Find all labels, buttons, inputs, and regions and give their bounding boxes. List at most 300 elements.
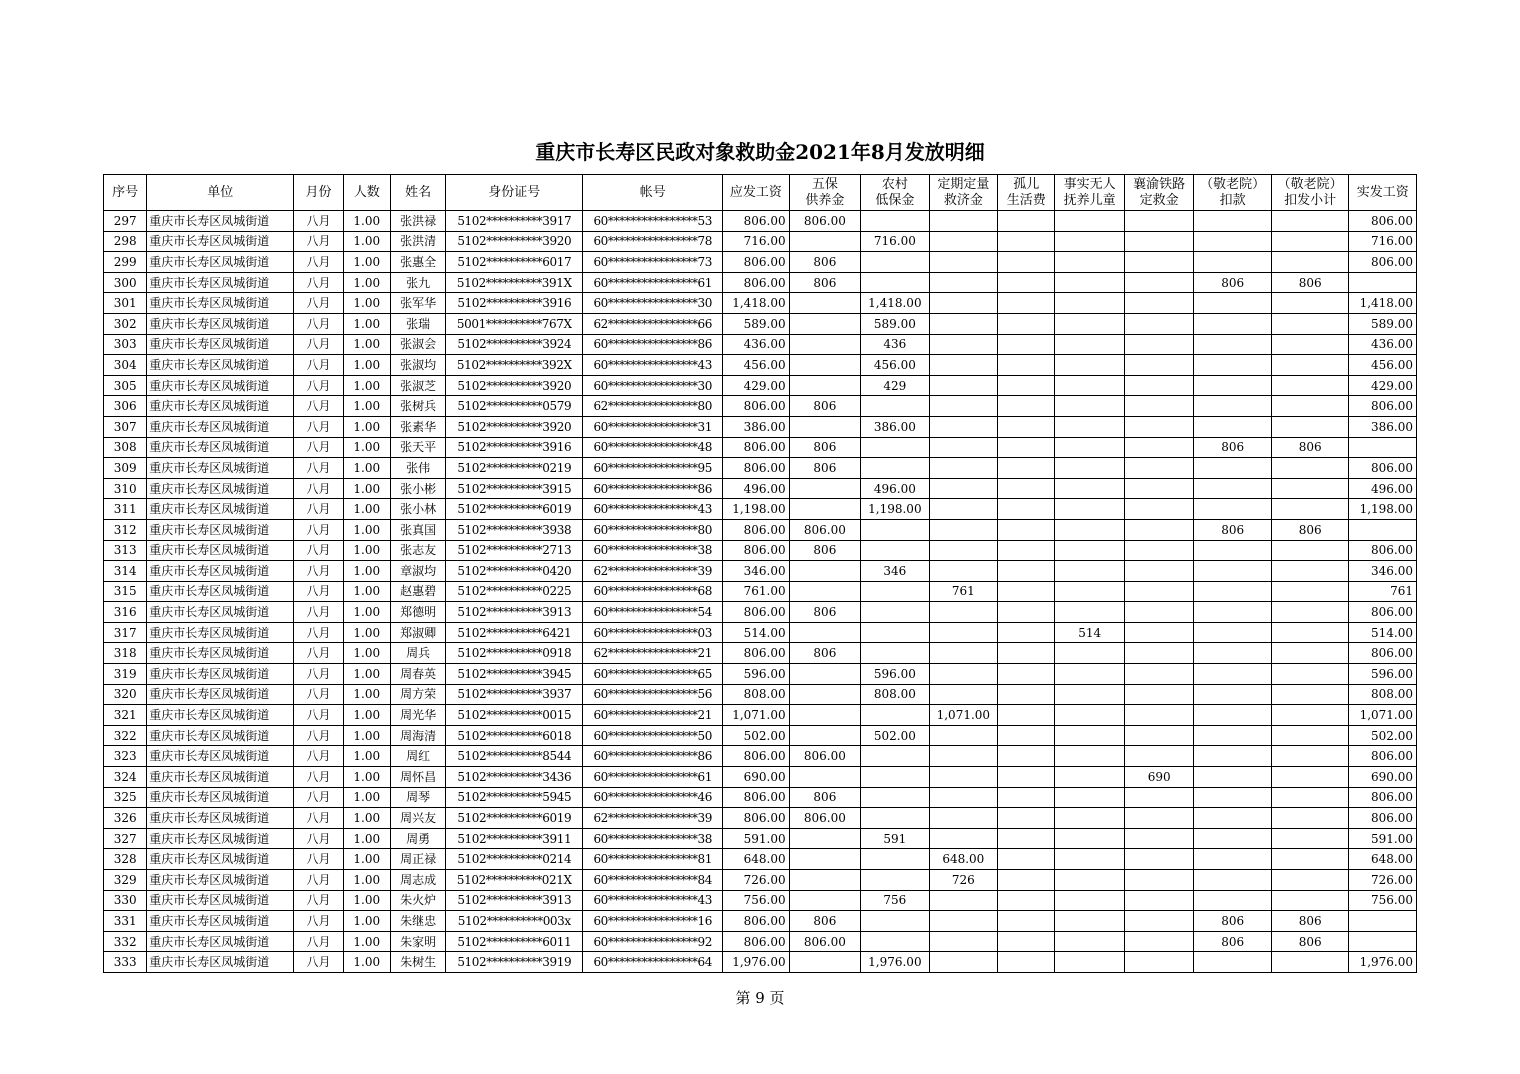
table-row xyxy=(104,519,1417,540)
col-id-number-cell: 5102**********0225 xyxy=(446,581,583,602)
col-orphan-cell xyxy=(998,622,1055,643)
header-line: 扣款 xyxy=(1219,192,1246,208)
col-rural-minimum-cell xyxy=(861,643,929,664)
col-fixed-relief-cell xyxy=(929,293,997,314)
table-row xyxy=(104,478,1417,499)
col-account-cell: 60****************21 xyxy=(583,705,723,726)
col-unsupported-child-cell xyxy=(1055,849,1124,870)
col-month-cell: 八月 xyxy=(294,746,343,767)
col-payable-cell: 690.00 xyxy=(723,767,789,788)
col-name-cell: 章淑均 xyxy=(390,561,445,582)
col-id-number-cell: 5102**********6017 xyxy=(446,252,583,273)
col-name-cell: 周红 xyxy=(390,746,445,767)
col-nursing-subtotal-cell xyxy=(1271,499,1349,520)
col-rural-minimum-cell: 1,976.00 xyxy=(861,952,929,973)
col-rural-minimum-cell: 456.00 xyxy=(861,355,929,376)
table-row xyxy=(104,375,1417,396)
col-payable-cell: 436.00 xyxy=(723,334,789,355)
table-row xyxy=(104,334,1417,355)
header-line: 生活费 xyxy=(1006,192,1046,208)
col-nursing-subtotal-cell xyxy=(1271,231,1349,252)
header-line: 孤儿 xyxy=(1013,176,1040,192)
col-railway-relief-cell xyxy=(1124,725,1193,746)
col-nursing-subtotal-cell xyxy=(1271,767,1349,788)
col-fixed-relief-cell xyxy=(929,767,997,788)
col-five-guarantee-cell xyxy=(789,581,860,602)
col-id-number-cell: 5102**********3920 xyxy=(446,416,583,437)
col-railway-relief-cell xyxy=(1124,478,1193,499)
col-unsupported-child-cell xyxy=(1055,499,1124,520)
col-name-cell: 郑德明 xyxy=(390,602,445,623)
col-month-cell: 八月 xyxy=(294,828,343,849)
col-nursing-deduction-cell xyxy=(1194,725,1272,746)
col-orphan-cell xyxy=(998,931,1055,952)
table-row xyxy=(104,211,1417,232)
col-five-guarantee-cell: 806 xyxy=(789,396,860,417)
col-fixed-relief-cell: 726 xyxy=(929,870,997,891)
col-railway-relief-cell xyxy=(1124,499,1193,520)
table-row xyxy=(104,643,1417,664)
header-line: 姓名 xyxy=(405,184,432,200)
col-month-cell: 八月 xyxy=(294,890,343,911)
col-month-cell: 八月 xyxy=(294,725,343,746)
table-row xyxy=(104,808,1417,829)
col-unsupported-child-cell xyxy=(1055,870,1124,891)
col-account-cell: 62****************39 xyxy=(583,808,723,829)
col-five-guarantee-cell xyxy=(789,293,860,314)
col-unit-cell: 重庆市长寿区凤城街道 xyxy=(147,705,294,726)
col-orphan-cell xyxy=(998,252,1055,273)
col-account-cell: 60****************86 xyxy=(583,334,723,355)
col-unsupported-child-cell xyxy=(1055,375,1124,396)
col-nursing-subtotal-cell: 806 xyxy=(1271,272,1349,293)
col-orphan-cell xyxy=(998,808,1055,829)
col-unsupported-child-cell xyxy=(1055,416,1124,437)
col-fixed-relief-cell xyxy=(929,272,997,293)
col-actual-pay-cell xyxy=(1349,519,1417,540)
header-line: 供养金 xyxy=(805,192,845,208)
col-orphan-cell xyxy=(998,272,1055,293)
col-actual-pay-cell: 502.00 xyxy=(1349,725,1417,746)
col-month-cell: 八月 xyxy=(294,622,343,643)
col-actual-pay-cell: 806.00 xyxy=(1349,808,1417,829)
col-actual-pay-header xyxy=(1349,175,1417,211)
col-actual-pay-cell: 1,418.00 xyxy=(1349,293,1417,314)
col-count-cell: 1.00 xyxy=(343,787,390,808)
col-id-number-cell: 5102**********6019 xyxy=(446,808,583,829)
col-count-cell: 1.00 xyxy=(343,437,390,458)
col-index-cell: 317 xyxy=(104,622,147,643)
col-unit-cell: 重庆市长寿区凤城街道 xyxy=(147,561,294,582)
col-railway-relief-cell xyxy=(1124,355,1193,376)
col-unit-cell: 重庆市长寿区凤城街道 xyxy=(147,684,294,705)
col-five-guarantee-cell: 806 xyxy=(789,272,860,293)
table-row xyxy=(104,828,1417,849)
table-row xyxy=(104,313,1417,334)
col-five-guarantee-cell: 806.00 xyxy=(789,746,860,767)
col-nursing-subtotal-cell xyxy=(1271,416,1349,437)
col-orphan-cell xyxy=(998,870,1055,891)
col-account-cell: 60****************38 xyxy=(583,828,723,849)
col-nursing-subtotal-header xyxy=(1271,175,1349,211)
col-account-cell: 60****************53 xyxy=(583,211,723,232)
col-payable-cell: 1,418.00 xyxy=(723,293,789,314)
col-index-cell: 328 xyxy=(104,849,147,870)
table-row xyxy=(104,252,1417,273)
col-month-cell: 八月 xyxy=(294,561,343,582)
table-row xyxy=(104,931,1417,952)
col-actual-pay-cell: 591.00 xyxy=(1349,828,1417,849)
col-railway-relief-cell xyxy=(1124,540,1193,561)
col-nursing-deduction-cell: 806 xyxy=(1194,931,1272,952)
col-fixed-relief-cell xyxy=(929,375,997,396)
col-rural-minimum-cell xyxy=(861,437,929,458)
col-rural-minimum-cell xyxy=(861,787,929,808)
col-count-cell: 1.00 xyxy=(343,602,390,623)
col-actual-pay-cell xyxy=(1349,437,1417,458)
col-id-number-header xyxy=(446,175,583,211)
col-nursing-deduction-cell xyxy=(1194,334,1272,355)
col-payable-cell: 806.00 xyxy=(723,252,789,273)
col-index-cell: 311 xyxy=(104,499,147,520)
col-fixed-relief-cell xyxy=(929,231,997,252)
col-unsupported-child-cell xyxy=(1055,828,1124,849)
table-row xyxy=(104,849,1417,870)
col-index-cell: 301 xyxy=(104,293,147,314)
col-railway-relief-cell xyxy=(1124,828,1193,849)
col-fixed-relief-cell xyxy=(929,684,997,705)
col-payable-cell: 806.00 xyxy=(723,540,789,561)
col-orphan-cell xyxy=(998,293,1055,314)
col-fixed-relief-cell xyxy=(929,355,997,376)
col-name-cell: 张小林 xyxy=(390,499,445,520)
col-account-cell: 60****************95 xyxy=(583,458,723,479)
col-id-number-cell: 5102**********3913 xyxy=(446,890,583,911)
col-count-cell: 1.00 xyxy=(343,643,390,664)
col-nursing-deduction-cell xyxy=(1194,622,1272,643)
col-index-cell: 302 xyxy=(104,313,147,334)
col-unsupported-child-cell xyxy=(1055,767,1124,788)
col-nursing-subtotal-cell xyxy=(1271,396,1349,417)
table-row xyxy=(104,890,1417,911)
col-nursing-deduction-cell xyxy=(1194,211,1272,232)
col-orphan-cell xyxy=(998,684,1055,705)
col-index-cell: 332 xyxy=(104,931,147,952)
col-nursing-subtotal-cell xyxy=(1271,664,1349,685)
col-rural-minimum-cell: 808.00 xyxy=(861,684,929,705)
col-unsupported-child-cell xyxy=(1055,231,1124,252)
col-id-number-cell: 5102**********3920 xyxy=(446,375,583,396)
col-actual-pay-cell: 429.00 xyxy=(1349,375,1417,396)
col-index-cell: 305 xyxy=(104,375,147,396)
header-line: 抚养儿童 xyxy=(1063,192,1116,208)
col-month-cell: 八月 xyxy=(294,787,343,808)
col-payable-cell: 806.00 xyxy=(723,437,789,458)
col-unit-cell: 重庆市长寿区凤城街道 xyxy=(147,952,294,973)
col-id-number-cell: 5102**********3937 xyxy=(446,684,583,705)
col-id-number-cell: 5102**********6011 xyxy=(446,931,583,952)
col-count-header xyxy=(343,175,390,211)
col-rural-minimum-cell: 596.00 xyxy=(861,664,929,685)
col-unit-cell: 重庆市长寿区凤城街道 xyxy=(147,355,294,376)
col-unsupported-child-cell xyxy=(1055,478,1124,499)
col-unsupported-child-cell xyxy=(1055,890,1124,911)
col-unsupported-child-cell xyxy=(1055,602,1124,623)
col-id-number-cell: 5102**********8544 xyxy=(446,746,583,767)
col-actual-pay-cell: 806.00 xyxy=(1349,252,1417,273)
col-actual-pay-cell: 596.00 xyxy=(1349,664,1417,685)
col-month-cell: 八月 xyxy=(294,478,343,499)
col-nursing-deduction-cell xyxy=(1194,458,1272,479)
col-index-cell: 329 xyxy=(104,870,147,891)
col-unsupported-child-cell xyxy=(1055,931,1124,952)
col-unit-cell: 重庆市长寿区凤城街道 xyxy=(147,725,294,746)
col-account-cell: 62****************21 xyxy=(583,643,723,664)
col-account-cell: 60****************43 xyxy=(583,499,723,520)
col-id-number-cell: 5102**********0420 xyxy=(446,561,583,582)
col-rural-minimum-cell xyxy=(861,808,929,829)
col-id-number-cell: 5102**********3917 xyxy=(446,211,583,232)
relief-payment-table xyxy=(103,174,1417,973)
col-actual-pay-cell: 756.00 xyxy=(1349,890,1417,911)
col-name-cell: 张淑均 xyxy=(390,355,445,376)
col-payable-cell: 596.00 xyxy=(723,664,789,685)
col-payable-cell: 591.00 xyxy=(723,828,789,849)
col-railway-relief-cell xyxy=(1124,272,1193,293)
table-row xyxy=(104,581,1417,602)
col-payable-cell: 1,198.00 xyxy=(723,499,789,520)
col-name-cell: 周方荣 xyxy=(390,684,445,705)
col-railway-relief-cell xyxy=(1124,890,1193,911)
col-count-cell: 1.00 xyxy=(343,684,390,705)
col-count-cell: 1.00 xyxy=(343,581,390,602)
col-unit-cell: 重庆市长寿区凤城街道 xyxy=(147,787,294,808)
header-line: 救济金 xyxy=(943,192,983,208)
col-name-cell: 周光华 xyxy=(390,705,445,726)
col-unit-cell: 重庆市长寿区凤城街道 xyxy=(147,458,294,479)
col-railway-relief-cell xyxy=(1124,911,1193,932)
col-index-cell: 297 xyxy=(104,211,147,232)
col-five-guarantee-cell xyxy=(789,375,860,396)
header-row xyxy=(104,175,1417,211)
col-railway-relief-cell xyxy=(1124,211,1193,232)
col-name-cell: 周怀昌 xyxy=(390,767,445,788)
col-id-number-cell: 5102**********6019 xyxy=(446,499,583,520)
col-name-cell: 朱火炉 xyxy=(390,890,445,911)
col-month-cell: 八月 xyxy=(294,849,343,870)
col-month-cell: 八月 xyxy=(294,952,343,973)
col-rural-minimum-cell xyxy=(861,767,929,788)
col-month-cell: 八月 xyxy=(294,602,343,623)
col-fixed-relief-cell xyxy=(929,458,997,479)
table-row xyxy=(104,725,1417,746)
col-id-number-cell: 5102**********392X xyxy=(446,355,583,376)
col-unsupported-child-cell xyxy=(1055,272,1124,293)
col-nursing-subtotal-cell: 806 xyxy=(1271,911,1349,932)
col-unsupported-child-cell xyxy=(1055,664,1124,685)
col-month-cell: 八月 xyxy=(294,643,343,664)
col-account-cell: 60****************61 xyxy=(583,272,723,293)
col-unsupported-child-cell: 514 xyxy=(1055,622,1124,643)
col-actual-pay-cell: 806.00 xyxy=(1349,396,1417,417)
col-count-cell: 1.00 xyxy=(343,808,390,829)
col-index-cell: 313 xyxy=(104,540,147,561)
col-nursing-deduction-cell xyxy=(1194,252,1272,273)
col-five-guarantee-cell xyxy=(789,499,860,520)
col-fixed-relief-cell xyxy=(929,334,997,355)
col-nursing-subtotal-cell xyxy=(1271,622,1349,643)
col-id-number-cell: 5102**********3436 xyxy=(446,767,583,788)
col-actual-pay-cell: 589.00 xyxy=(1349,313,1417,334)
table-row xyxy=(104,952,1417,973)
col-nursing-deduction-cell xyxy=(1194,684,1272,705)
header-line: （敬老院） xyxy=(1277,176,1343,192)
col-fixed-relief-cell xyxy=(929,664,997,685)
col-actual-pay-cell: 1,198.00 xyxy=(1349,499,1417,520)
col-unit-cell: 重庆市长寿区凤城街道 xyxy=(147,540,294,561)
col-account-cell: 60****************43 xyxy=(583,355,723,376)
col-nursing-deduction-cell: 806 xyxy=(1194,437,1272,458)
col-name-cell: 朱树生 xyxy=(390,952,445,973)
col-month-cell: 八月 xyxy=(294,416,343,437)
col-rural-minimum-cell: 1,198.00 xyxy=(861,499,929,520)
col-five-guarantee-header xyxy=(789,175,860,211)
table-row xyxy=(104,561,1417,582)
col-unit-cell: 重庆市长寿区凤城街道 xyxy=(147,396,294,417)
col-index-cell: 318 xyxy=(104,643,147,664)
col-index-cell: 309 xyxy=(104,458,147,479)
col-name-cell: 周海清 xyxy=(390,725,445,746)
col-fixed-relief-cell xyxy=(929,396,997,417)
col-nursing-subtotal-cell xyxy=(1271,828,1349,849)
col-name-cell: 张洪清 xyxy=(390,231,445,252)
table-row xyxy=(104,231,1417,252)
col-count-cell: 1.00 xyxy=(343,849,390,870)
col-railway-relief-cell xyxy=(1124,561,1193,582)
col-rural-minimum-cell: 756 xyxy=(861,890,929,911)
col-five-guarantee-cell: 806 xyxy=(789,643,860,664)
col-unsupported-child-cell xyxy=(1055,458,1124,479)
col-payable-cell: 648.00 xyxy=(723,849,789,870)
col-count-cell: 1.00 xyxy=(343,231,390,252)
col-id-number-cell: 5102**********3916 xyxy=(446,437,583,458)
col-railway-relief-cell xyxy=(1124,787,1193,808)
col-month-cell: 八月 xyxy=(294,911,343,932)
col-unsupported-child-cell xyxy=(1055,396,1124,417)
col-actual-pay-cell: 496.00 xyxy=(1349,478,1417,499)
col-name-cell: 周正禄 xyxy=(390,849,445,870)
col-count-cell: 1.00 xyxy=(343,746,390,767)
col-name-cell: 郑淑卿 xyxy=(390,622,445,643)
col-actual-pay-cell: 346.00 xyxy=(1349,561,1417,582)
col-unsupported-child-cell xyxy=(1055,581,1124,602)
col-fixed-relief-header xyxy=(929,175,997,211)
table-row xyxy=(104,870,1417,891)
col-id-number-cell: 5102**********3919 xyxy=(446,952,583,973)
col-railway-relief-cell xyxy=(1124,334,1193,355)
table-row xyxy=(104,416,1417,437)
col-payable-cell: 806.00 xyxy=(723,396,789,417)
col-payable-cell: 716.00 xyxy=(723,231,789,252)
col-railway-relief-cell xyxy=(1124,416,1193,437)
col-name-cell: 周志成 xyxy=(390,870,445,891)
col-five-guarantee-cell xyxy=(789,231,860,252)
col-five-guarantee-cell xyxy=(789,313,860,334)
col-month-cell: 八月 xyxy=(294,252,343,273)
col-count-cell: 1.00 xyxy=(343,828,390,849)
col-month-header xyxy=(294,175,343,211)
col-unit-cell: 重庆市长寿区凤城街道 xyxy=(147,849,294,870)
table-row xyxy=(104,396,1417,417)
col-unit-cell: 重庆市长寿区凤城街道 xyxy=(147,519,294,540)
col-unsupported-child-cell xyxy=(1055,437,1124,458)
col-payable-cell: 502.00 xyxy=(723,725,789,746)
col-rural-minimum-cell: 1,418.00 xyxy=(861,293,929,314)
col-rural-minimum-cell xyxy=(861,519,929,540)
col-actual-pay-cell: 726.00 xyxy=(1349,870,1417,891)
col-unit-cell: 重庆市长寿区凤城街道 xyxy=(147,808,294,829)
table-row xyxy=(104,499,1417,520)
col-actual-pay-cell: 386.00 xyxy=(1349,416,1417,437)
col-name-cell: 周兵 xyxy=(390,643,445,664)
col-railway-relief-cell xyxy=(1124,313,1193,334)
col-nursing-deduction-cell xyxy=(1194,849,1272,870)
col-railway-relief-cell xyxy=(1124,705,1193,726)
col-rural-minimum-cell: 589.00 xyxy=(861,313,929,334)
header-line: 襄渝铁路 xyxy=(1133,176,1186,192)
header-line: 实发工资 xyxy=(1356,184,1409,200)
col-month-cell: 八月 xyxy=(294,437,343,458)
col-orphan-cell xyxy=(998,787,1055,808)
col-rural-minimum-cell xyxy=(861,252,929,273)
col-five-guarantee-cell: 806 xyxy=(789,458,860,479)
header-line: 五保 xyxy=(811,176,838,192)
col-unsupported-child-cell xyxy=(1055,746,1124,767)
col-name-cell: 张九 xyxy=(390,272,445,293)
col-nursing-subtotal-cell xyxy=(1271,746,1349,767)
col-count-cell: 1.00 xyxy=(343,458,390,479)
col-rural-minimum-cell xyxy=(861,602,929,623)
col-payable-cell: 589.00 xyxy=(723,313,789,334)
col-unsupported-child-cell xyxy=(1055,952,1124,973)
col-index-cell: 306 xyxy=(104,396,147,417)
col-unsupported-child-cell xyxy=(1055,540,1124,561)
col-actual-pay-cell: 456.00 xyxy=(1349,355,1417,376)
col-nursing-deduction-header xyxy=(1194,175,1272,211)
col-fixed-relief-cell: 648.00 xyxy=(929,849,997,870)
col-unit-cell: 重庆市长寿区凤城街道 xyxy=(147,602,294,623)
col-unsupported-child-cell xyxy=(1055,643,1124,664)
col-actual-pay-cell: 806.00 xyxy=(1349,787,1417,808)
col-account-cell: 60****************68 xyxy=(583,581,723,602)
col-railway-relief-cell xyxy=(1124,458,1193,479)
col-unsupported-child-cell xyxy=(1055,334,1124,355)
page-number: 第 9 页 xyxy=(735,989,785,1007)
col-nursing-subtotal-cell: 806 xyxy=(1271,437,1349,458)
col-count-cell: 1.00 xyxy=(343,664,390,685)
col-month-cell: 八月 xyxy=(294,231,343,252)
col-id-number-cell: 5102**********3913 xyxy=(446,602,583,623)
col-month-cell: 八月 xyxy=(294,293,343,314)
col-railway-relief-cell xyxy=(1124,849,1193,870)
col-orphan-cell xyxy=(998,478,1055,499)
col-nursing-subtotal-cell xyxy=(1271,870,1349,891)
col-payable-cell: 761.00 xyxy=(723,581,789,602)
col-name-cell: 周琴 xyxy=(390,787,445,808)
col-month-cell: 八月 xyxy=(294,458,343,479)
col-fixed-relief-cell xyxy=(929,499,997,520)
col-count-cell: 1.00 xyxy=(343,478,390,499)
